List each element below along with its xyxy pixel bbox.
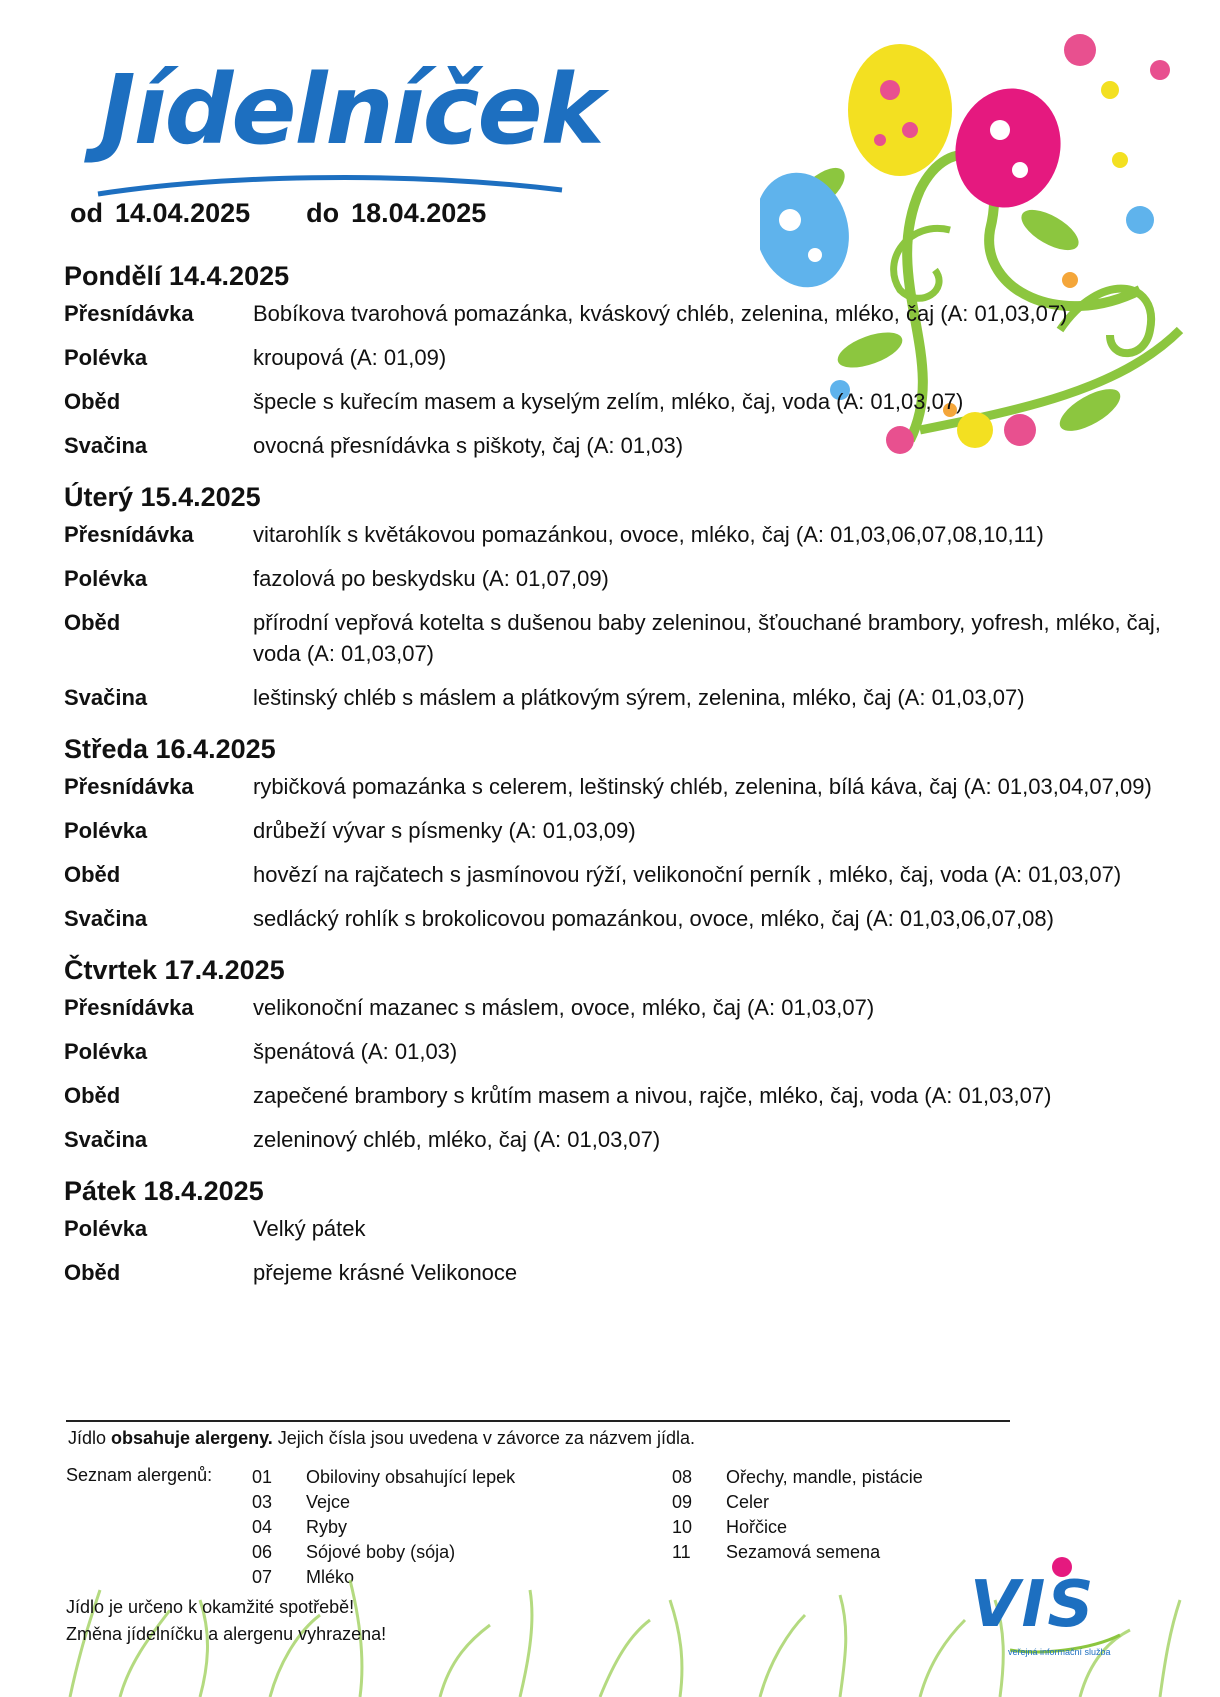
meal-text: hovězí na rajčatech s jasmínovou rýží, velikonoční perník , mléko, čaj, voda (A: 01,03,07) — [253, 862, 1122, 887]
meal-text: přejeme krásné Velikonoce — [253, 1260, 518, 1285]
from-label: od — [70, 198, 103, 228]
meal-label: Svačina — [64, 906, 148, 931]
allergen-note-suffix: Jejich čísla jsou uvedena v závorce za názvem jídla. — [277, 1428, 695, 1448]
meal-row — [64, 903, 1184, 934]
meal-text: zeleninový chléb, mléko, čaj (A: 01,03,07) — [253, 1127, 661, 1152]
allergen-number: 04 — [252, 1517, 273, 1537]
meal-label: Oběd — [64, 610, 121, 635]
meal-text: kroupová (A: 01,09) — [253, 345, 447, 370]
allergen-name: Ryby — [306, 1517, 348, 1537]
meal-text: přírodní vepřová kotelta s dušenou baby zeleninou, šťouchané brambory, yofresh, mléko, čaj, voda (A: 01,03,07) — [253, 610, 1161, 666]
allergen-name: Hořčice — [726, 1517, 788, 1537]
allergen-name: Celer — [726, 1492, 770, 1512]
allergen-number: 11 — [672, 1542, 691, 1562]
allergen-item — [252, 1465, 612, 1490]
meal-row — [64, 1257, 1184, 1288]
meal-label: Přesnídávka — [64, 995, 194, 1020]
allergen-item — [672, 1465, 1032, 1490]
allergen-number: 08 — [672, 1467, 693, 1487]
allergen-note-bold: obsahuje alergeny. — [111, 1428, 273, 1448]
meal-label: Polévka — [64, 1216, 148, 1241]
pink-egg — [942, 77, 1074, 220]
allergen-number: 07 — [252, 1567, 273, 1587]
meal-label: Svačina — [64, 1127, 148, 1152]
allergen-number: 09 — [672, 1492, 693, 1512]
allergen-number: 06 — [252, 1542, 273, 1562]
weekly-menu — [64, 258, 1184, 1306]
day-tuesday — [64, 479, 1184, 713]
allergen-number: 01 — [252, 1467, 273, 1487]
allergen-name: Obiloviny obsahující lepek — [306, 1467, 516, 1487]
meal-row — [64, 1080, 1184, 1111]
allergen-item — [672, 1515, 1032, 1540]
meal-row — [64, 815, 1184, 846]
meal-label: Polévka — [64, 345, 148, 370]
from-date: 14.04.2025 — [115, 198, 251, 228]
meal-label: Přesnídávka — [64, 522, 194, 547]
footer-note-1: Jídlo je určeno k okamžité spotřebě! — [66, 1597, 355, 1617]
meal-label: Polévka — [64, 818, 148, 843]
vis-logo — [970, 1555, 1130, 1670]
meal-text: špenátová (A: 01,03) — [253, 1039, 458, 1064]
meal-label: Oběd — [64, 1260, 121, 1285]
meal-label: Svačina — [64, 685, 148, 710]
date-from — [70, 198, 250, 229]
allergen-number: 10 — [672, 1517, 693, 1537]
meal-text: drůbeží vývar s písmenky (A: 01,03,09) — [253, 818, 636, 843]
meal-row — [64, 342, 1184, 373]
vis-logo-subtitle: veřejná informační služba — [1008, 1647, 1111, 1657]
meal-row — [64, 607, 1184, 669]
meal-label: Oběd — [64, 1083, 121, 1108]
day-title: Úterý 15.4.2025 — [64, 482, 261, 512]
day-monday — [64, 258, 1184, 461]
meal-text: ovocná přesnídávka s piškoty, čaj (A: 01,03) — [253, 433, 684, 458]
allergen-name: Sójové boby (sója) — [306, 1542, 456, 1562]
page-title: Jídelníček — [100, 54, 603, 166]
allergen-note-prefix: Jídlo — [68, 1428, 107, 1448]
meal-label: Přesnídávka — [64, 301, 194, 326]
day-friday — [64, 1173, 1184, 1288]
meal-text: vitarohlík s květákovou pomazánkou, ovoce, mléko, čaj (A: 01,03,06,07,08,10,11) — [253, 522, 1044, 547]
meal-text: sedlácký rohlík s brokolicovou pomazánkou, ovoce, mléko, čaj (A: 01,03,06,07,08) — [253, 906, 1054, 931]
allergen-name: Vejce — [306, 1492, 351, 1512]
allergen-list-label: Seznam alergenů: — [66, 1465, 213, 1485]
meal-row — [64, 682, 1184, 713]
day-wednesday — [64, 731, 1184, 934]
date-range — [70, 198, 486, 229]
meal-row — [64, 563, 1184, 594]
allergen-note — [68, 1428, 695, 1449]
allergen-name: Mléko — [306, 1567, 355, 1587]
meal-label: Přesnídávka — [64, 774, 194, 799]
allergen-name: Sezamová semena — [726, 1542, 881, 1562]
meal-text: zapečené brambory s krůtím masem a nivou, rajče, mléko, čaj, voda (A: 01,03,07) — [253, 1083, 1052, 1108]
footer-divider — [66, 1420, 1010, 1422]
footer-note-2: Změna jídelníčku a alergenu vyhrazena! — [66, 1624, 387, 1644]
allergen-item — [252, 1490, 612, 1515]
allergen-number: 03 — [252, 1492, 273, 1512]
day-title: Pátek 18.4.2025 — [64, 1176, 264, 1206]
day-title: Čtvrtek 17.4.2025 — [64, 955, 285, 985]
meal-label: Svačina — [64, 433, 148, 458]
meal-row — [64, 992, 1184, 1023]
meal-row — [64, 771, 1184, 802]
title-swoosh — [96, 170, 566, 200]
meal-row — [64, 386, 1184, 417]
meal-text: velikonoční mazanec s máslem, ovoce, mléko, čaj (A: 01,03,07) — [253, 995, 875, 1020]
date-to — [306, 198, 486, 229]
allergen-item — [252, 1515, 612, 1540]
allergen-column-2 — [672, 1465, 1032, 1565]
to-label: do — [306, 198, 340, 228]
meal-row — [64, 1036, 1184, 1067]
meal-text: Bobíkova tvarohová pomazánka, kváskový chléb, zelenina, mléko, čaj (A: 01,03,07) — [253, 301, 1068, 326]
to-date: 18.04.2025 — [351, 198, 487, 228]
day-thursday — [64, 952, 1184, 1155]
meal-label: Oběd — [64, 389, 121, 414]
meal-row — [64, 298, 1184, 329]
meal-label: Polévka — [64, 566, 148, 591]
allergen-name: Ořechy, mandle, pistácie — [726, 1467, 923, 1487]
allergen-item — [672, 1490, 1032, 1515]
yellow-egg — [848, 44, 952, 176]
meal-row — [64, 519, 1184, 550]
vis-logo-text: VIS — [970, 1568, 1096, 1642]
meal-text: špecle s kuřecím masem a kyselým zelím, mléko, čaj, voda (A: 01,03,07) — [253, 389, 964, 414]
meal-row — [64, 859, 1184, 890]
meal-label: Oběd — [64, 862, 121, 887]
meal-row — [64, 430, 1184, 461]
meal-text: Velký pátek — [253, 1216, 366, 1241]
meal-row — [64, 1124, 1184, 1155]
meal-text: fazolová po beskydsku (A: 01,07,09) — [253, 566, 609, 591]
footer-notes — [66, 1594, 386, 1648]
meal-label: Polévka — [64, 1039, 148, 1064]
day-title: Pondělí 14.4.2025 — [64, 261, 290, 291]
meal-text: leštinský chléb s máslem a plátkovým sýrem, zelenina, mléko, čaj (A: 01,03,07) — [253, 685, 1025, 710]
meal-text: rybičková pomazánka s celerem, leštinský chléb, zelenina, bílá káva, čaj (A: 01,03,04,07,09) — [253, 774, 1152, 799]
meal-row — [64, 1213, 1184, 1244]
day-title: Středa 16.4.2025 — [64, 734, 276, 764]
